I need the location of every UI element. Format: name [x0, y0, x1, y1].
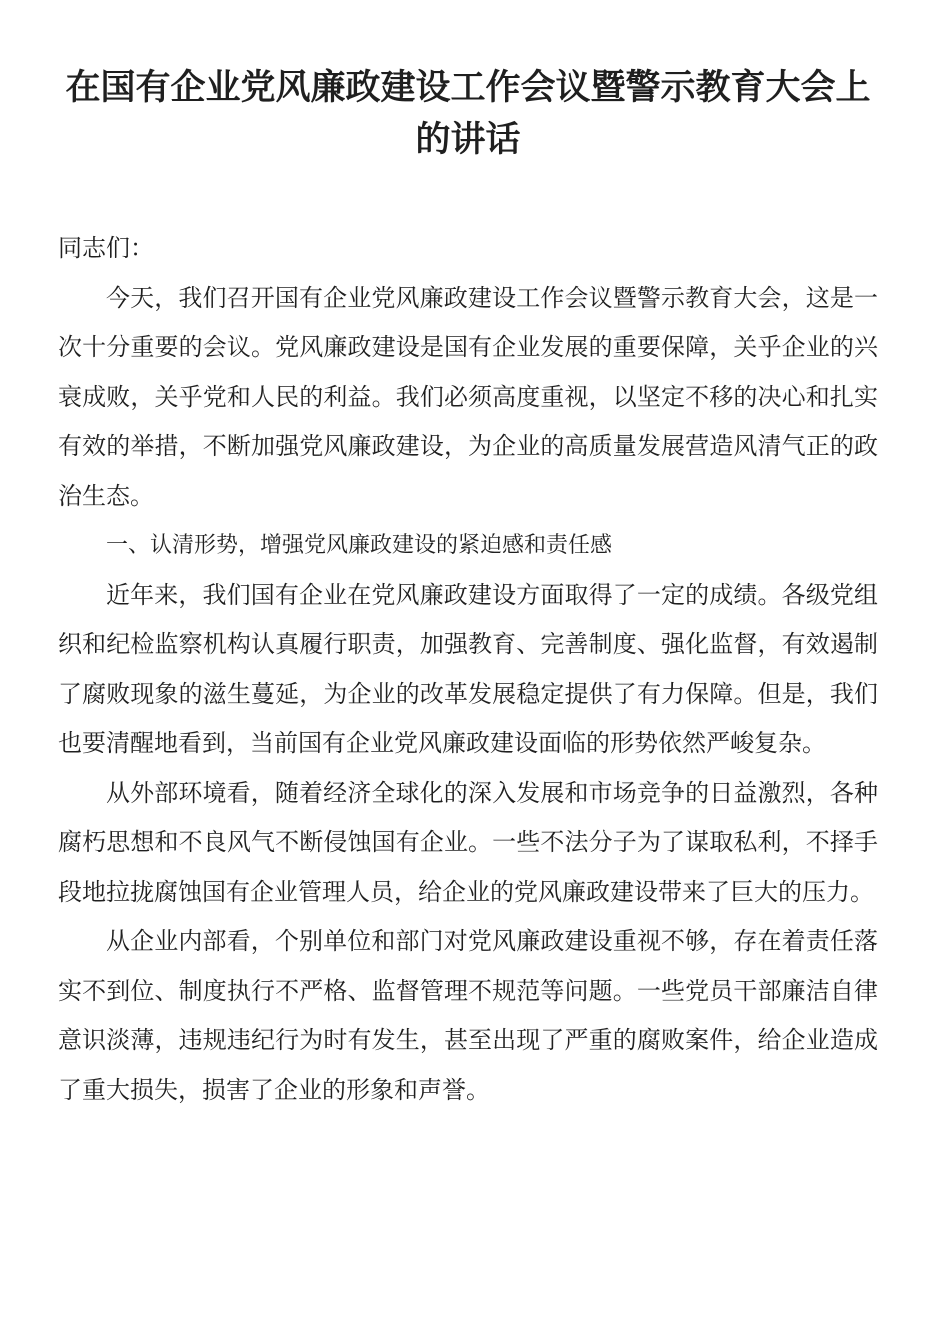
- document-body: [58, 224, 878, 1115]
- paragraph-intro: 今天，我们召开国有企业党风廉政建设工作会议暨警示教育大会，这是一次十分重要的会议。党风廉政建设是国有企业发展的重要保障，关乎企业的兴衰成败，关乎党和人民的利益。我们必须高度重视，以坚定不移的决心和扎实有效的举措，不断加强党风廉政建设，为企业的高质量发展营造风清气正的政治生态。: [58, 283, 878, 510]
- paragraph-external-environment: 从外部环境看，随着经济全球化的深入发展和市场竞争的日益激烈，各种腐朽思想和不良风气不断侵蚀国有企业。一些不法分子为了谋取私利，不择手段地拉拢腐蚀国有企业管理人员，给企业的党风廉政建设带来了巨大的压力。: [58, 778, 878, 906]
- document-title: 在国有企业党风廉政建设工作会议暨警示教育大会上的讲话: [65, 68, 871, 160]
- section-heading: 一、认清形势，增强党风廉政建设的紧迫感和责任感: [106, 533, 613, 558]
- paragraph-achievements: 近年来，我们国有企业在党风廉政建设方面取得了一定的成绩。各级党组织和纪检监察机构认真履行职责，加强教育、完善制度、强化监督，有效遏制了腐败现象的滋生蔓延，为企业的改革发展稳定提供了有力保障。但是，我们也要清醒地看到，当前国有企业党风廉政建设面临的形势依然严峻复杂。: [58, 580, 878, 757]
- paragraph-internal-issues: 从企业内部看，个别单位和部门对党风廉政建设重视不够，存在着责任落实不到位、制度执行不严格、监督管理不规范等问题。一些党员干部廉洁自律意识淡薄，违规违纪行为时有发生，甚至出现了严重的腐败案件，给企业造成了重大损失，损害了企业的形象和声誉。: [58, 927, 878, 1104]
- salutation: 同志们：: [58, 234, 154, 262]
